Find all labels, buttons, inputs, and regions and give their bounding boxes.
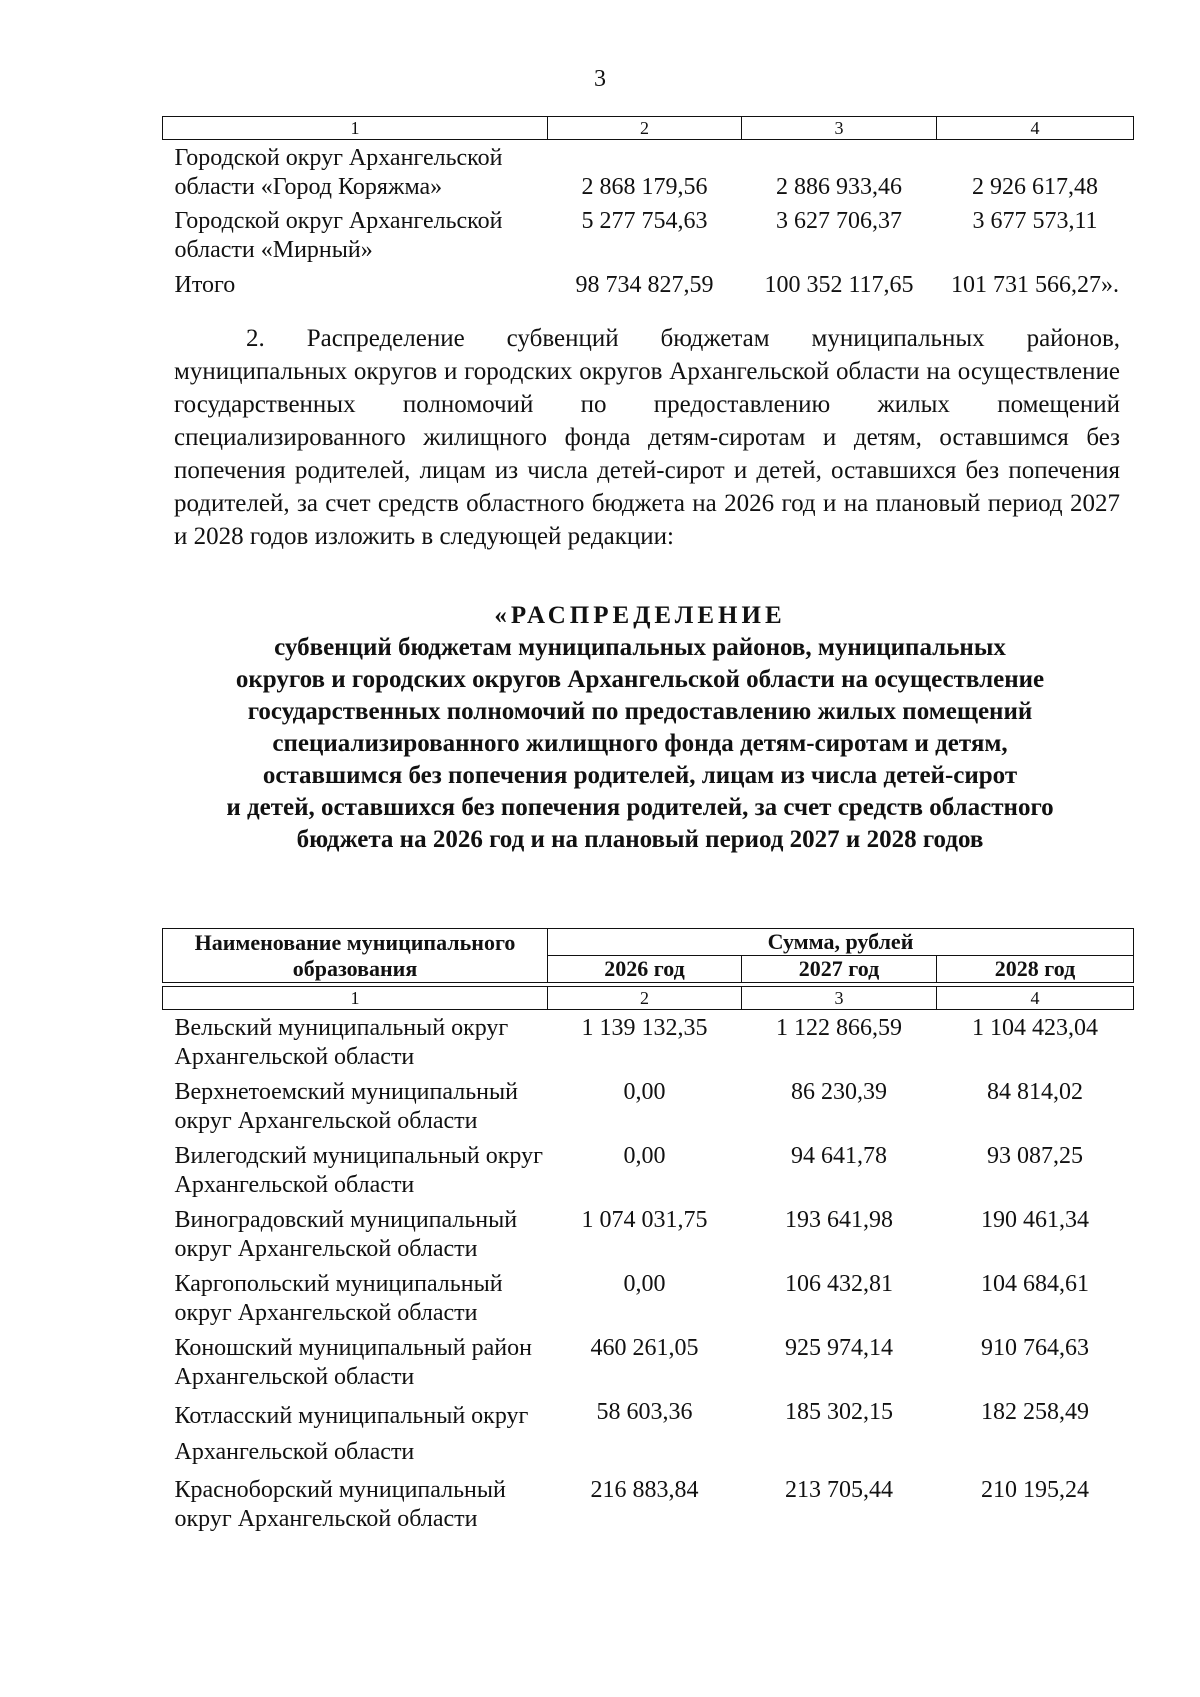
value-2027: 2 886 933,46 bbox=[776, 174, 902, 200]
header-year-2028: 2028 год bbox=[937, 956, 1134, 983]
value-2028: 3 677 573,11 bbox=[972, 208, 1098, 234]
municipality-name: Вилегодский муниципальный округ Архангельской области bbox=[174, 1143, 543, 1198]
table-row bbox=[163, 1200, 1134, 1264]
page-number: 3 bbox=[594, 66, 606, 92]
value-2027: 193 641,98 bbox=[785, 1207, 893, 1233]
table-row bbox=[163, 1010, 1134, 1073]
value-2026: 58 603,36 bbox=[596, 1399, 693, 1425]
value-2028: 182 258,49 bbox=[981, 1399, 1089, 1425]
value-2026: 216 883,84 bbox=[590, 1477, 699, 1503]
value-2027: 3 627 706,37 bbox=[776, 208, 902, 234]
municipality-name: Городской округ Архангельской области «Мирный» bbox=[174, 208, 503, 263]
column-number: 3 bbox=[742, 117, 937, 140]
value-2026: 1 139 132,35 bbox=[581, 1015, 708, 1041]
amendment-paragraph: 2. Распределение субвенций бюджетам муниципальных районов, муниципальных округов и городских округов Архангельской области на осуществление государственных полномочий по предоставлению жилых помещений специализированного жилищного фонда детям-сиротам и детям, оставшимся без попечения родителей, лицам из числа детей-сирот и детей, оставшихся без попечения родителей, за счет средств областного бюджета на 2026 год и на плановый период 2027 и 2028 годов изложить в следующей редакции: bbox=[174, 325, 1120, 550]
value-2027: 106 432,81 bbox=[785, 1271, 893, 1297]
municipality-name: Коношский муниципальный район Архангельской области bbox=[174, 1335, 532, 1390]
heading-line: специализированного жилищного фонда детям-сиротам и детям, bbox=[272, 730, 1008, 757]
header-municipality: Наименование муниципального образования bbox=[163, 929, 548, 983]
heading-line: субвенций бюджетам муниципальных районов, муниципальных bbox=[274, 634, 1006, 661]
column-number: 4 bbox=[937, 117, 1134, 140]
table-row bbox=[163, 1392, 1134, 1470]
value-2026: 460 261,05 bbox=[590, 1335, 699, 1361]
value-2028: 84 814,02 bbox=[987, 1079, 1083, 1105]
municipality-name: Виноградовский муниципальный округ Архангельской области bbox=[174, 1207, 518, 1262]
value-2027: 213 705,44 bbox=[785, 1477, 893, 1503]
value-2027: 94 641,78 bbox=[791, 1143, 887, 1169]
value-2027: 86 230,39 bbox=[791, 1079, 887, 1105]
value-2026: 0,00 bbox=[623, 1271, 666, 1297]
heading-line: и детей, оставшихся без попечения родителей, за счет средств областного bbox=[226, 794, 1054, 821]
value-2028: 93 087,25 bbox=[987, 1143, 1083, 1169]
table-row bbox=[163, 1136, 1134, 1200]
header-row bbox=[163, 929, 1134, 956]
column-number: 2 bbox=[548, 117, 742, 140]
municipality-name: Красноборский муниципальный округ Архангельской области bbox=[174, 1477, 506, 1532]
header-year-2026: 2026 год bbox=[548, 956, 742, 983]
total-2027: 100 352 117,65 bbox=[764, 272, 914, 298]
municipality-name: Верхнетоемский муниципальный округ Архангельской области bbox=[174, 1079, 518, 1134]
heading-line: государственных полномочий по предоставлению жилых помещений bbox=[247, 698, 1033, 725]
column-number: 1 bbox=[163, 987, 548, 1010]
table-row bbox=[163, 1328, 1134, 1392]
value-2028: 910 764,63 bbox=[981, 1335, 1089, 1361]
value-2026: 2 868 179,56 bbox=[581, 174, 708, 200]
header-sum: Сумма, рублей bbox=[548, 929, 1134, 956]
column-number: 1 bbox=[163, 117, 548, 140]
continuation-table bbox=[162, 116, 1134, 300]
value-2028: 190 461,34 bbox=[981, 1207, 1089, 1233]
municipality-name: Городской округ Архангельской области «Город Коряжма» bbox=[174, 145, 503, 200]
table-row bbox=[163, 1264, 1134, 1328]
total-row bbox=[163, 265, 1134, 300]
municipality-name: Каргопольский муниципальный округ Архангельской области bbox=[174, 1271, 503, 1326]
header-year-2027: 2027 год bbox=[742, 956, 937, 983]
total-2026: 98 734 827,59 bbox=[575, 272, 714, 298]
column-number: 2 bbox=[548, 987, 742, 1010]
column-number-row bbox=[163, 987, 1134, 1010]
heading-line: округов и городских округов Архангельской области на осуществление bbox=[235, 666, 1045, 693]
value-2028: 2 926 617,48 bbox=[972, 174, 1098, 200]
municipality-name: Вельский муниципальный округ Архангельской области bbox=[174, 1015, 509, 1070]
value-2028: 210 195,24 bbox=[981, 1477, 1089, 1503]
column-number: 4 bbox=[937, 987, 1134, 1010]
total-2028: 101 731 566,27». bbox=[951, 272, 1119, 298]
value-2026: 1 074 031,75 bbox=[581, 1207, 708, 1233]
table-row bbox=[163, 1072, 1134, 1136]
table-row bbox=[163, 1470, 1134, 1534]
value-2027: 185 302,15 bbox=[785, 1399, 893, 1425]
column-number: 3 bbox=[742, 987, 937, 1010]
value-2026: 0,00 bbox=[623, 1143, 666, 1169]
distribution-heading bbox=[150, 600, 1130, 856]
heading-title: «РАСПРЕДЕЛЕНИЕ bbox=[494, 602, 786, 629]
value-2026: 5 277 754,63 bbox=[581, 208, 708, 234]
value-2028: 1 104 423,04 bbox=[972, 1015, 1098, 1041]
heading-line: бюджета на 2026 год и на плановый период 2027 и 2028 годов bbox=[296, 826, 984, 853]
heading-line: оставшимся без попечения родителей, лицам из числа детей-сирот bbox=[262, 762, 1018, 789]
value-2027: 925 974,14 bbox=[785, 1335, 893, 1361]
table-row bbox=[163, 202, 1134, 265]
value-2026: 0,00 bbox=[623, 1079, 666, 1105]
total-label: Итого bbox=[174, 272, 236, 298]
column-number-row bbox=[163, 117, 1134, 140]
table-row bbox=[163, 140, 1134, 203]
municipality-name: Котласский муниципальный округ Архангельской области bbox=[174, 1403, 529, 1465]
value-2028: 104 684,61 bbox=[981, 1271, 1089, 1297]
value-2027: 1 122 866,59 bbox=[776, 1015, 902, 1041]
distribution-table bbox=[162, 928, 1134, 1534]
